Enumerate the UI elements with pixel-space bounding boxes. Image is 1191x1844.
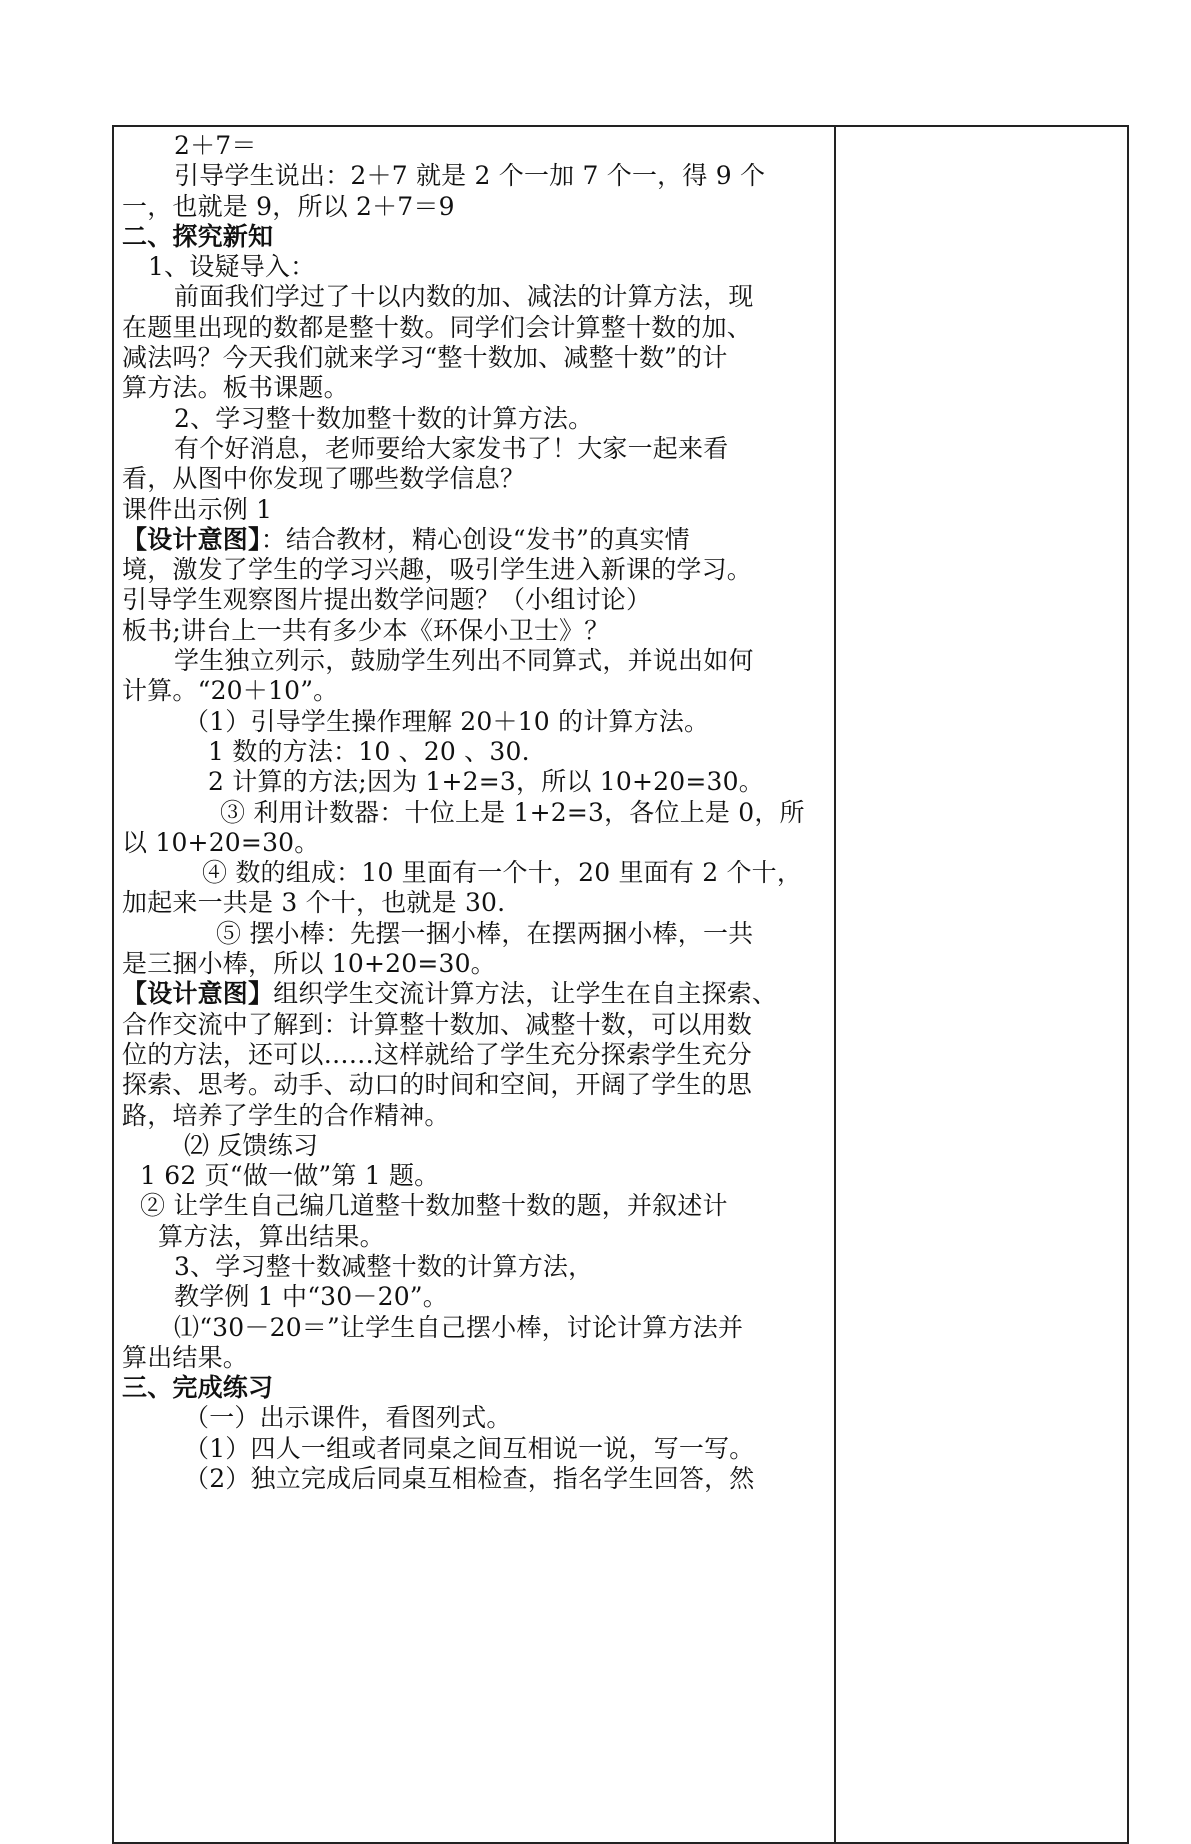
text-line: （1）引导学生操作理解 20＋10 的计算方法。 <box>184 706 710 736</box>
text-span: ：结合教材，精心创设“发书”的真实情 <box>260 524 690 554</box>
text-line: 1 数的方法：10 、20 、30. <box>208 736 530 766</box>
text-line: 3、学习整十数减整十数的计算方法， <box>174 1251 594 1281</box>
text-line: 算出结果。 <box>122 1342 249 1372</box>
text-line: 引导学生说出：2＋7 就是 2 个一加 7 个一，得 9 个 <box>174 161 766 191</box>
lesson-table <box>112 125 1129 1844</box>
text-line: 路，培养了学生的合作精神。 <box>122 1100 450 1130</box>
text-line: ⑴“30－20＝”让学生自己摆小棒，讨论计算方法并 <box>174 1312 744 1342</box>
text-line: 在题里出现的数都是整十数。同学们会计算整十数的加、 <box>122 312 753 342</box>
text-line: 2、学习整十数加整十数的计算方法。 <box>174 403 594 433</box>
text-line: ⑵ 反馈练习 <box>184 1130 319 1160</box>
text-line: 位的方法，还可以……这样就给了学生充分探索学生充分 <box>122 1039 753 1069</box>
text-line: （1）四人一组或者同桌之间互相说一说，写一写。 <box>184 1433 755 1463</box>
lesson-content <box>122 131 826 1494</box>
text-line: 看，从图中你发现了哪些数学信息？ <box>122 464 526 494</box>
text-line: 算方法，算出结果。 <box>158 1221 385 1251</box>
text-span: 组织学生交流计算方法，让学生在自主探索、 <box>273 979 778 1009</box>
text-line: 减法吗？今天我们就来学习“整十数加、减整十数”的计 <box>122 343 728 373</box>
text-line: （2）独立完成后同桌互相检查，指名学生回答，然 <box>184 1464 755 1494</box>
text-line: ② 让学生自己编几道整十数加整十数的题，并叙述计 <box>140 1191 728 1221</box>
text-line: 1 62 页“做一做”第 1 题。 <box>140 1161 440 1191</box>
text-line <box>122 525 826 555</box>
section-heading: 二、探究新知 <box>122 221 274 251</box>
design-intent-label: 【设计意图】 <box>122 524 261 554</box>
text-line: 以 10+20=30。 <box>122 827 320 857</box>
text-line: 一，也就是 9，所以 2＋7＝9 <box>122 191 455 221</box>
text-line: （一）出示课件，看图列式。 <box>184 1403 512 1433</box>
text-line: 是三捆小棒，所以 10+20=30。 <box>122 949 496 979</box>
text-line: 计算。“20＋10”。 <box>122 676 339 706</box>
section-heading: 三、完成练习 <box>122 1373 274 1403</box>
design-intent-label: 【设计意图】 <box>122 979 274 1009</box>
text-line: 2＋7＝ <box>174 131 257 160</box>
text-line: 前面我们学过了十以内数的加、减法的计算方法，现 <box>174 282 754 312</box>
text-line: 2 计算的方法;因为 1+2=3，所以 10+20=30。 <box>208 767 764 797</box>
column-divider <box>834 127 836 1842</box>
text-line: 1、设疑导入： <box>148 252 316 282</box>
text-line: 学生独立列示，鼓励学生列出不同算式，并说出如何 <box>174 646 754 676</box>
text-line: 课件出示例 1 <box>122 494 273 524</box>
text-line: 合作交流中了解到：计算整十数加、减整十数，可以用数 <box>122 1009 753 1039</box>
text-line <box>122 979 826 1009</box>
text-line: ④ 数的组成：10 里面有一个十，20 里面有 2 个十， <box>202 858 803 888</box>
text-line: ⑤ 摆小棒：先摆一捆小棒，在摆两捆小棒，一共 <box>216 918 754 948</box>
text-line: 教学例 1 中“30－20”。 <box>174 1282 448 1312</box>
text-line: 探索、思考。动手、动口的时间和空间，开阔了学生的思 <box>122 1070 753 1100</box>
text-line: 加起来一共是 3 个十，也就是 30. <box>122 888 506 918</box>
text-line: 有个好消息，老师要给大家发书了！大家一起来看 <box>174 433 729 463</box>
text-line: 板书;讲台上一共有多少本《环保小卫士》？ <box>122 615 610 645</box>
text-line: 算方法。板书课题。 <box>122 373 349 403</box>
text-line: 引导学生观察图片提出数学问题？（小组讨论） <box>122 585 652 615</box>
text-line: ③ 利用计数器：十位上是 1+2=3，各位上是 0，所 <box>220 797 805 827</box>
text-line: 境，激发了学生的学习兴趣，吸引学生进入新课的学习。 <box>122 555 753 585</box>
